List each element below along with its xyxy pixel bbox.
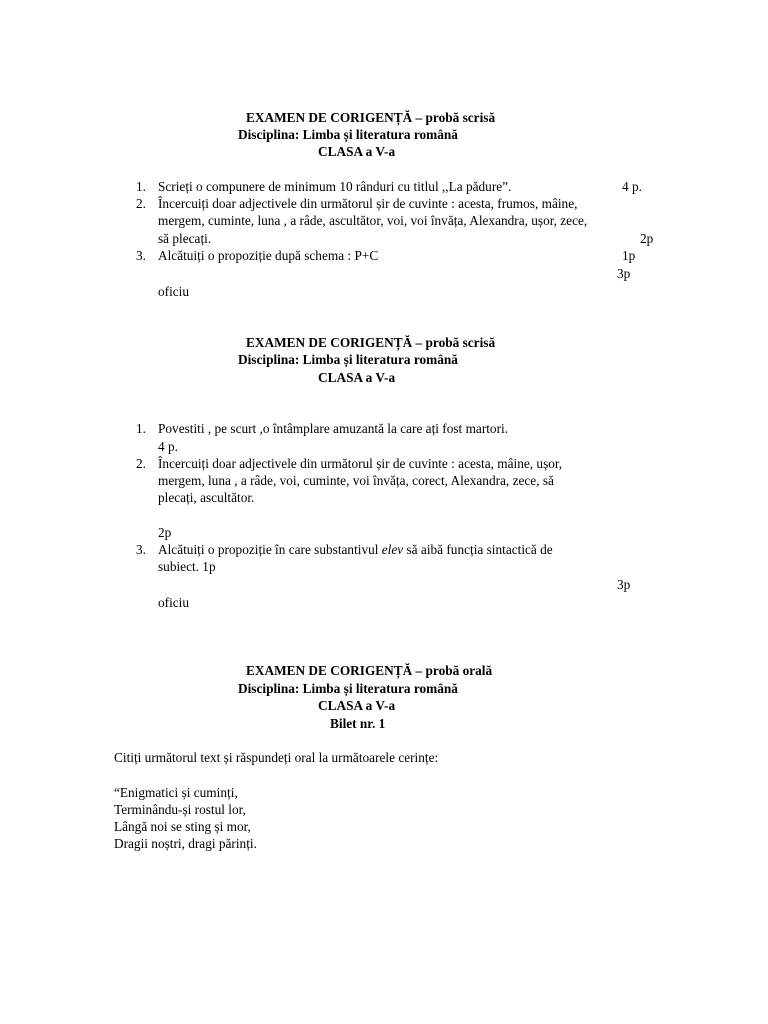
exam3-class: CLASA a V-a [318, 698, 396, 713]
exam2-class: CLASA a V-a [318, 370, 396, 385]
exam3-title: EXAMEN DE CORIGENȚĂ – probă orală [246, 663, 493, 678]
exam2-subject: Disciplina: Limba și literatura română [238, 352, 458, 367]
exam2-title: EXAMEN DE CORIGENȚĂ – probă scrisă [246, 335, 496, 350]
poem-line: Lângă noi se sting și mor, [114, 819, 251, 834]
poem-line: “Enigmatici și cuminți, [114, 785, 238, 800]
points: 1p [622, 248, 636, 263]
exam1-class: CLASA a V-a [318, 144, 396, 159]
points: 4 p. [622, 179, 642, 194]
exam1-title: EXAMEN DE CORIGENȚĂ – probă scrisă [246, 110, 496, 125]
poem-line: Terminându-și rostul lor, [114, 802, 246, 817]
emphasized-word: elev [381, 542, 404, 557]
points: 2p [158, 525, 172, 540]
points: 4 p. [158, 439, 178, 454]
exam2-oficiu-label: oficiu [158, 595, 190, 610]
exam3-ticket: Bilet nr. 1 [330, 716, 386, 731]
exam1-subject: Disciplina: Limba și literatura română [238, 127, 458, 142]
points: 2p [640, 231, 654, 246]
exam3-instruction: Citiți următorul text și răspundeți oral la următoarele cerințe: [114, 750, 439, 765]
exam1-oficiu-label: oficiu [158, 284, 190, 299]
exam2-oficiu-points: 3p [617, 577, 631, 592]
exam3-subject: Disciplina: Limba și literatura română [238, 681, 458, 696]
poem-line: Dragii noștri, dragi părinți. [114, 836, 257, 851]
document-page: EXAMEN DE CORIGENȚĂ – probă scrisă Disciplina: Limba și literatura română CLASA a V-a 1. Scrieți o compunere de minimum 10 rânduri cu titlul ,,La pădure”. 4 p. 2. Încercuiți doar adjectivele din următorul șir de cuvinte : acesta, frumos, mâine, mergem, cuminte, luna , a râde, ascultător, voi, voi învăța, Alexandra, ușor, zece, să plecați. 2p 3. Alcătuiți o propoziție după schema : P+C 1p 3p oficiu EXAMEN DE CORIGENȚĂ – probă scrisă Disciplina: Limba și literatura română CLASA a V-a 1. Povestiti , pe scurt ,o întâmplare amuzantă la care ați fost martori. 4 p. 2. Încercuiți doar adjectivele din următorul șir de cuvinte : acesta, mâine, ușor, mergem, luna , a râde, voi, cuminte, voi învăța, corect, Alexandra, zece, să plecați, ascultător. 2p 3. Alcătuiți o propoziție în care substantivul elev să aibă funcția sintactică de subiect. 1p 3p oficiu EXAMEN DE CORIGENȚĂ – probă orală Disciplina: Limba și literatura română CLASA a V-a Bilet nr. 1 Citiți următorul text și răspundeți oral la următoarele cerințe: “Enigmatici și cuminți, Terminându-și rostul lor, Lângă noi se sting și mor, Dragii noștri, dragi părinți. [114, 110, 654, 851]
exam1-oficiu-points: 3p [617, 266, 631, 281]
